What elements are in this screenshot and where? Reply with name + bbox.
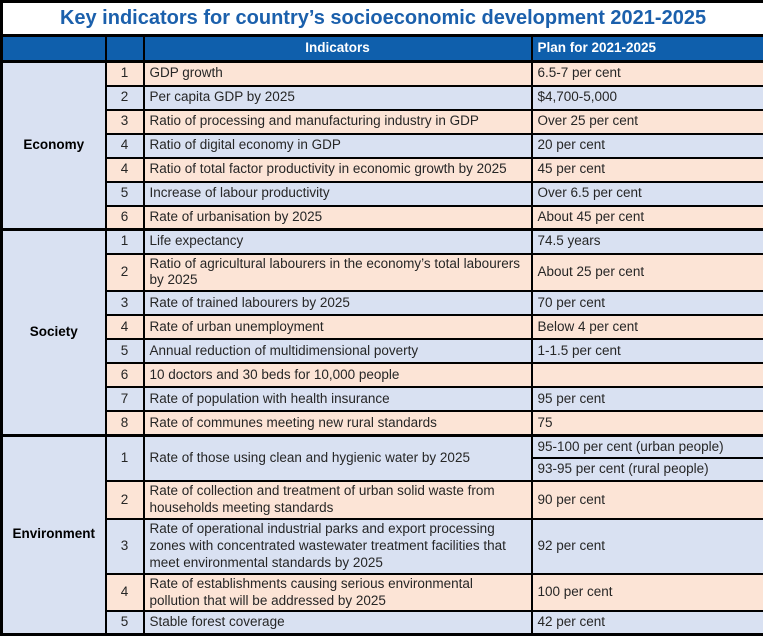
indicator-cell: Rate of urbanisation by 2025 (144, 206, 532, 230)
row-number: 2 (106, 481, 144, 519)
row-number: 2 (106, 254, 144, 292)
col-header-plan: Plan for 2021-2025 (532, 36, 763, 62)
row-number: 6 (106, 206, 144, 230)
indicator-cell: 10 doctors and 30 beds for 10,000 people (144, 363, 532, 387)
plan-cell: 42 per cent (532, 611, 763, 634)
table-row (2, 62, 763, 86)
row-number: 5 (106, 182, 144, 206)
indicator-cell: Annual reduction of multidimensional poverty (144, 339, 532, 363)
indicator-cell: Rate of urban unemployment (144, 315, 532, 339)
plan-cell: 90 per cent (532, 481, 763, 519)
col-header-indicators: Indicators (144, 36, 532, 62)
header-spacer-number (106, 36, 144, 62)
indicator-cell: Ratio of agricultural labourers in the economy’s total labourers by 2025 (144, 254, 532, 292)
row-number: 1 (106, 230, 144, 254)
table-row (2, 2, 763, 36)
indicator-cell: Per capita GDP by 2025 (144, 86, 532, 110)
plan-cell (532, 363, 763, 387)
plan-cell: 6.5-7 per cent (532, 62, 763, 86)
table-row (2, 36, 763, 62)
plan-cell-urban: 95-100 per cent (urban people) (532, 435, 763, 458)
table-row (2, 291, 763, 315)
indicator-cell: Ratio of total factor productivity in economic growth by 2025 (144, 158, 532, 182)
section-label-economy: Economy (2, 62, 106, 230)
indicator-cell: Rate of operational industrial parks and export processing zones with concentrated wastewater treatment facilities that meet environmental standards by 2025 (144, 519, 532, 574)
table-row (2, 387, 763, 411)
plan-cell: 20 per cent (532, 134, 763, 158)
section-label-society: Society (2, 230, 106, 436)
header-spacer-section (2, 36, 106, 62)
table-row (2, 611, 763, 634)
table-row (2, 230, 763, 254)
plan-cell-rural: 93-95 per cent (rural people) (532, 458, 763, 481)
plan-cell: Over 6.5 per cent (532, 182, 763, 206)
section-label-environment: Environment (2, 435, 106, 634)
table-row (2, 519, 763, 574)
row-number: 8 (106, 411, 144, 435)
table-row (2, 206, 763, 230)
plan-cell: About 45 per cent (532, 206, 763, 230)
table-row (2, 574, 763, 612)
row-number: 5 (106, 339, 144, 363)
plan-cell: $4,700-5,000 (532, 86, 763, 110)
indicator-cell: GDP growth (144, 62, 532, 86)
row-number: 3 (106, 291, 144, 315)
row-number: 1 (106, 62, 144, 86)
indicator-cell: Life expectancy (144, 230, 532, 254)
table-row (2, 182, 763, 206)
plan-cell: 45 per cent (532, 158, 763, 182)
plan-cell: Over 25 per cent (532, 110, 763, 134)
plan-cell: 74.5 years (532, 230, 763, 254)
plan-cell: 70 per cent (532, 291, 763, 315)
plan-cell: 75 (532, 411, 763, 435)
row-number: 4 (106, 158, 144, 182)
indicator-cell: Rate of collection and treatment of urban solid waste from households meeting standards (144, 481, 532, 519)
indicator-cell: Rate of establishments causing serious environmental pollution that will be addressed by 2025 (144, 574, 532, 612)
row-number: 4 (106, 315, 144, 339)
page-title: Key indicators for country’s socioeconomic development 2021-2025 (2, 2, 763, 36)
table-row (2, 110, 763, 134)
table-row (2, 435, 763, 458)
table-row (2, 411, 763, 435)
table-row (2, 254, 763, 292)
row-number: 7 (106, 387, 144, 411)
table-row (2, 481, 763, 519)
table-row (2, 158, 763, 182)
row-number: 4 (106, 574, 144, 612)
table-row (2, 363, 763, 387)
row-number: 6 (106, 363, 144, 387)
indicator-cell: Ratio of digital economy in GDP (144, 134, 532, 158)
indicator-cell: Rate of population with health insurance (144, 387, 532, 411)
plan-cell: 100 per cent (532, 574, 763, 612)
indicator-cell: Stable forest coverage (144, 611, 532, 634)
indicator-cell: Ratio of processing and manufacturing industry in GDP (144, 110, 532, 134)
table-row (2, 134, 763, 158)
table-row (2, 315, 763, 339)
plan-cell: 1-1.5 per cent (532, 339, 763, 363)
indicator-cell: Rate of trained labourers by 2025 (144, 291, 532, 315)
plan-cell: 95 per cent (532, 387, 763, 411)
row-number: 3 (106, 110, 144, 134)
row-number: 5 (106, 611, 144, 634)
row-number: 4 (106, 134, 144, 158)
row-number: 3 (106, 519, 144, 574)
indicator-cell: Rate of communes meeting new rural standards (144, 411, 532, 435)
table-row (2, 339, 763, 363)
indicator-cell: Increase of labour productivity (144, 182, 532, 206)
plan-cell: Below 4 per cent (532, 315, 763, 339)
plan-cell: 92 per cent (532, 519, 763, 574)
indicator-cell: Rate of those using clean and hygienic water by 2025 (144, 435, 532, 481)
table-row (2, 86, 763, 110)
plan-cell: About 25 per cent (532, 254, 763, 292)
row-number: 2 (106, 86, 144, 110)
row-number: 1 (106, 435, 144, 481)
